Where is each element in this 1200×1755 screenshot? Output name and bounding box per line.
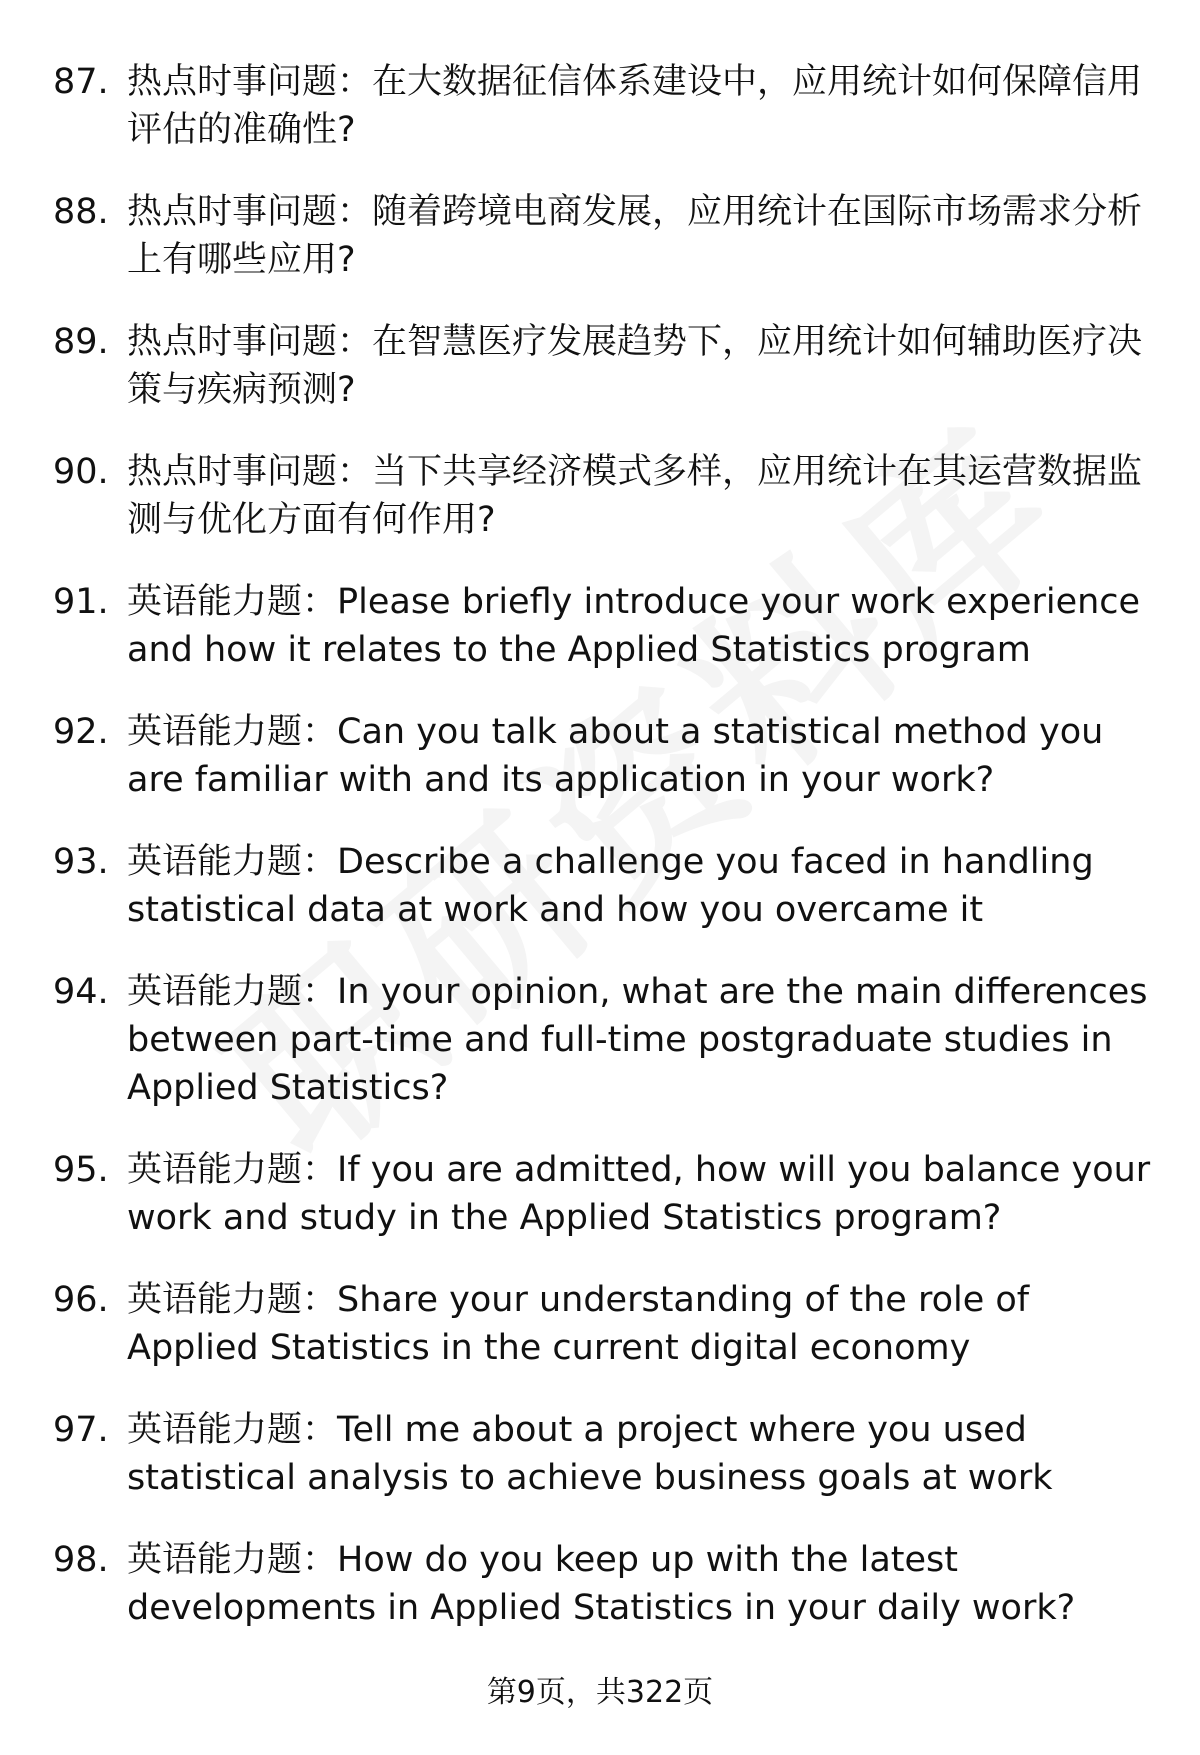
- question-body: [127, 578, 1157, 674]
- question-item: [0, 708, 1200, 804]
- question-body: [127, 1146, 1157, 1242]
- question-item: [0, 1536, 1200, 1632]
- question-number: 90.: [53, 452, 109, 492]
- question-number: 93.: [53, 842, 109, 882]
- question-text: If you are admitted, how will you balance your work and study in the Applied Statistics program?: [127, 1150, 1151, 1238]
- question-text: Describe a challenge you faced in handling statistical data at work and how you overcame it: [127, 842, 1094, 930]
- question-number: 87.: [53, 62, 109, 102]
- question-text: 随着跨境电商发展，应用统计在国际市场需求分析上有哪些应用?: [127, 192, 1143, 280]
- question-item: [0, 1146, 1200, 1242]
- question-category-label: 热点时事问题：: [127, 62, 373, 102]
- question-item: [0, 968, 1200, 1112]
- question-body: [127, 318, 1157, 414]
- question-body: [127, 1536, 1157, 1632]
- question-body: [127, 838, 1157, 934]
- question-text: Can you talk about a statistical method you are familiar with and its application in your work?: [127, 712, 1104, 800]
- question-body: [127, 58, 1157, 154]
- question-category-label: 英语能力题：: [127, 972, 338, 1012]
- question-item: [0, 188, 1200, 284]
- question-number: 96.: [53, 1280, 109, 1320]
- question-category-label: 英语能力题：: [127, 842, 338, 882]
- question-number: 98.: [53, 1540, 109, 1580]
- question-text: Tell me about a project where you used statistical analysis to achieve business goals at work: [127, 1410, 1053, 1498]
- question-text: 当下共享经济模式多样，应用统计在其运营数据监测与优化方面有何作用?: [127, 452, 1143, 540]
- question-category-label: 英语能力题：: [127, 1280, 338, 1320]
- question-item: [0, 1276, 1200, 1372]
- question-text: Share your understanding of the role of Applied Statistics in the current digital economy: [127, 1280, 1030, 1368]
- question-number: 97.: [53, 1410, 109, 1450]
- question-body: [127, 188, 1157, 284]
- question-body: [127, 968, 1157, 1112]
- question-body: [127, 448, 1157, 544]
- question-category-label: 热点时事问题：: [127, 192, 373, 232]
- question-number: 92.: [53, 712, 109, 752]
- question-category-label: 英语能力题：: [127, 582, 338, 622]
- question-category-label: 英语能力题：: [127, 1150, 338, 1190]
- question-number: 95.: [53, 1150, 109, 1190]
- question-item: [0, 1406, 1200, 1502]
- question-number: 88.: [53, 192, 109, 232]
- question-text: In your opinion, what are the main differences between part-time and full-time postgraduate studies in Applied Statistics?: [127, 972, 1148, 1108]
- question-category-label: 热点时事问题：: [127, 322, 373, 362]
- question-category-label: 英语能力题：: [127, 712, 338, 752]
- question-text: Please briefly introduce your work experience and how it relates to the Applied Statistics program: [127, 582, 1141, 670]
- question-number: 94.: [53, 972, 109, 1012]
- question-item: [0, 58, 1200, 154]
- page-number-footer: 第9页，共322页: [486, 1675, 714, 1710]
- question-item: [0, 448, 1200, 544]
- question-category-label: 热点时事问题：: [127, 452, 373, 492]
- question-item: [0, 578, 1200, 674]
- question-number: 89.: [53, 322, 109, 362]
- question-body: [127, 1276, 1157, 1372]
- question-list: [0, 58, 1200, 1666]
- question-category-label: 英语能力题：: [127, 1410, 338, 1450]
- question-category-label: 英语能力题：: [127, 1540, 338, 1580]
- question-text: 在智慧医疗发展趋势下，应用统计如何辅助医疗决策与疾病预测?: [127, 322, 1143, 410]
- question-item: [0, 318, 1200, 414]
- question-text: 在大数据征信体系建设中，应用统计如何保障信用评估的准确性?: [127, 62, 1143, 150]
- question-item: [0, 838, 1200, 934]
- question-text: How do you keep up with the latest developments in Applied Statistics in your daily work?: [127, 1540, 1076, 1628]
- question-number: 91.: [53, 582, 109, 622]
- question-body: [127, 708, 1157, 804]
- question-body: [127, 1406, 1157, 1502]
